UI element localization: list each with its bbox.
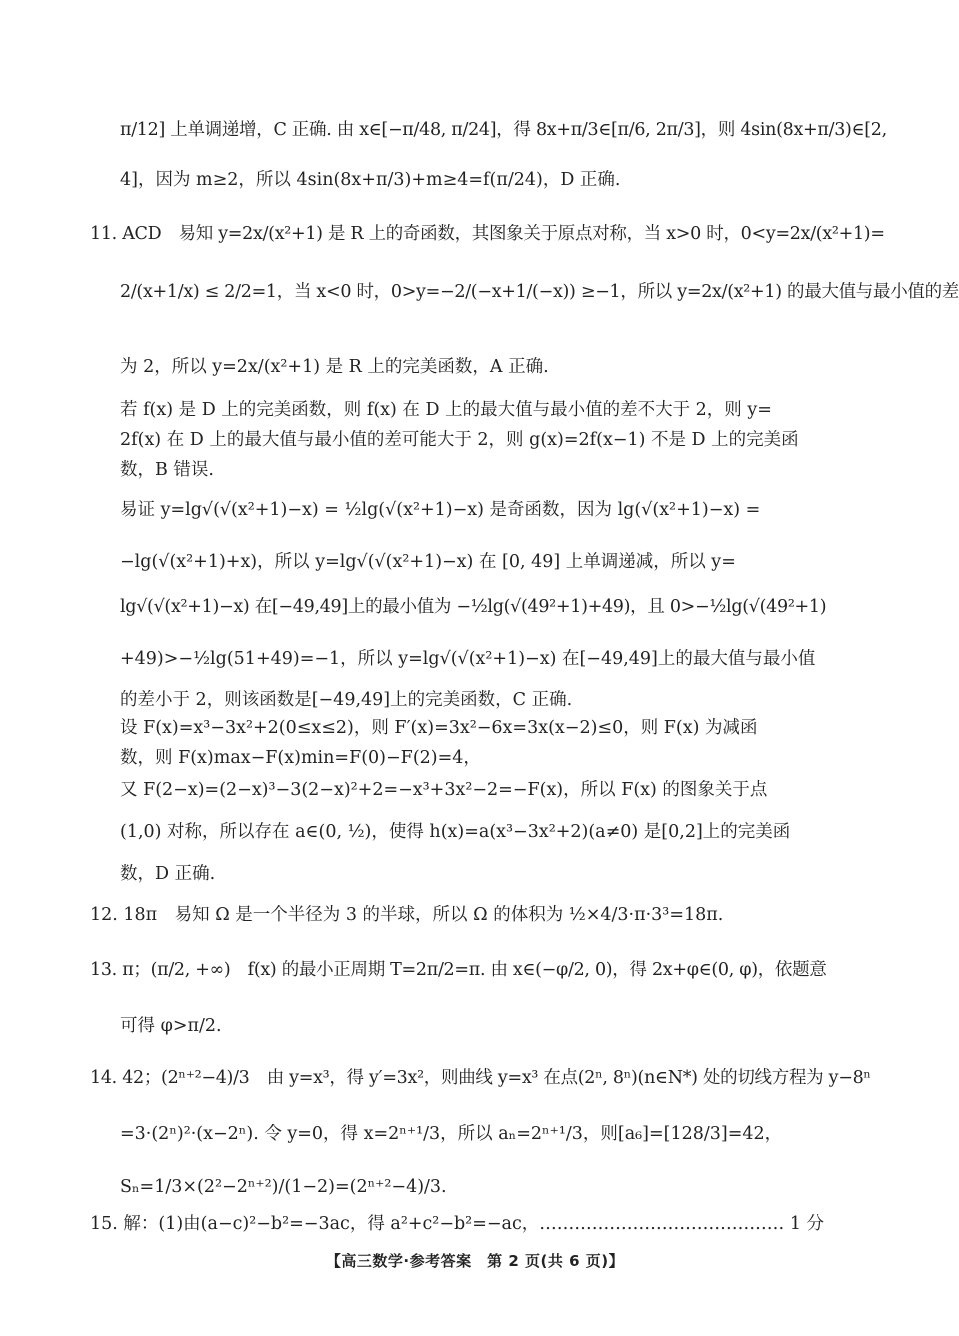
problem-15-line: 15. 解：(1)由(a−c)²−b²=−3ac，得 a²+c²−b²=−ac，…………………………………… 1 分 (90, 1214, 825, 1234)
problem-11-line: 11. ACD 易知 y=2x/(x²+1) 是 R 上的奇函数，其图象关于原点对称，当 x>0 时，0<y=2x/(x²+1)= (90, 224, 885, 244)
text-line: 又 F(2−x)=(2−x)³−3(2−x)²+2=−x³+3x²−2=−F(x)，所以 F(x) 的图象关于点 (120, 780, 768, 800)
text-line: +49)>−½lg(51+49)=−1，所以 y=lg√(√(x²+1)−x) 在[−49,49]上的最大值与最小值 (120, 649, 816, 669)
text-line: π/12] 上单调递增，C 正确. 由 x∈[−π/48, π/24]，得 8x+π/3∈[π/6, 2π/3]，则 4sin(8x+π/3)∈[2, (120, 120, 887, 140)
text-line: 设 F(x)=x³−3x²+2(0≤x≤2)，则 F′(x)=3x²−6x=3x(x−2)≤0，则 F(x) 为减函 (120, 718, 758, 738)
text-line: −lg(√(x²+1)+x)，所以 y=lg√(√(x²+1)−x) 在 [0, 49] 上单调递减，所以 y= (120, 552, 736, 572)
text-line: 数，D 正确. (120, 864, 216, 884)
text-line: (1,0) 对称，所以存在 a∈(0, ½)，使得 h(x)=a(x³−3x²+2)(a≠0) 是[0,2]上的完美函 (120, 822, 791, 842)
text-line: 为 2，所以 y=2x/(x²+1) 是 R 上的完美函数，A 正确. (120, 357, 549, 377)
text-line: 的差小于 2，则该函数是[−49,49]上的完美函数，C 正确. (120, 690, 573, 710)
text-line: 数，B 错误. (120, 460, 214, 480)
text-line: 可得 φ>π/2. (120, 1016, 222, 1036)
text-line: 4]，因为 m≥2，所以 4sin(8x+π/3)+m≥4=f(π/24)，D 正确. (120, 170, 621, 190)
text-line: lg√(√(x²+1)−x) 在[−49,49]上的最小值为 −½lg(√(49²+1)+49)，且 0>−½lg(√(49²+1) (120, 597, 827, 617)
problem-12-line: 12. 18π 易知 Ω 是一个半径为 3 的半球，所以 Ω 的体积为 ½×4/3·π·3³=18π. (90, 905, 724, 925)
text-line: =3·(2ⁿ)²·(x−2ⁿ). 令 y=0，得 x=2ⁿ⁺¹/3，所以 aₙ=2ⁿ⁺¹/3，则[a₆]=[128/3]=42， (120, 1124, 783, 1144)
text-line: 易证 y=lg√(√(x²+1)−x) = ½lg(√(x²+1)−x) 是奇函数，因为 lg(√(x²+1)−x) = (120, 500, 761, 520)
text-line: Sₙ=1/3×(2²−2ⁿ⁺²)/(1−2)=(2ⁿ⁺²−4)/3. (120, 1177, 447, 1197)
text-line: 2f(x) 在 D 上的最大值与最小值的差可能大于 2，则 g(x)=2f(x−1) 不是 D 上的完美函 (120, 430, 799, 450)
page-footer: 【高三数学·参考答案 第 2 页(共 6 页)】 (325, 1252, 625, 1270)
text-line: 数，则 F(x)max−F(x)min=F(0)−F(2)=4， (120, 748, 481, 768)
text-line: 若 f(x) 是 D 上的完美函数，则 f(x) 在 D 上的最大值与最小值的差不大于 2，则 y= (120, 400, 772, 420)
text-line: 2/(x+1/x) ≤ 2/2=1，当 x<0 时，0>y=−2/(−x+1/(−x)) ≥−1，所以 y=2x/(x²+1) 的最大值与最小值的差 (120, 282, 959, 302)
problem-14-line: 14. 42；(2ⁿ⁺²−4)/3 由 y=x³，得 y′=3x²，则曲线 y=x³ 在点(2ⁿ, 8ⁿ)(n∈N*) 处的切线方程为 y−8ⁿ (90, 1068, 871, 1088)
problem-13-line: 13. π；(π/2, +∞) f(x) 的最小正周期 T=2π/2=π. 由 x∈(−φ/2, 0)，得 2x+φ∈(0, φ)，依题意 (90, 960, 827, 980)
